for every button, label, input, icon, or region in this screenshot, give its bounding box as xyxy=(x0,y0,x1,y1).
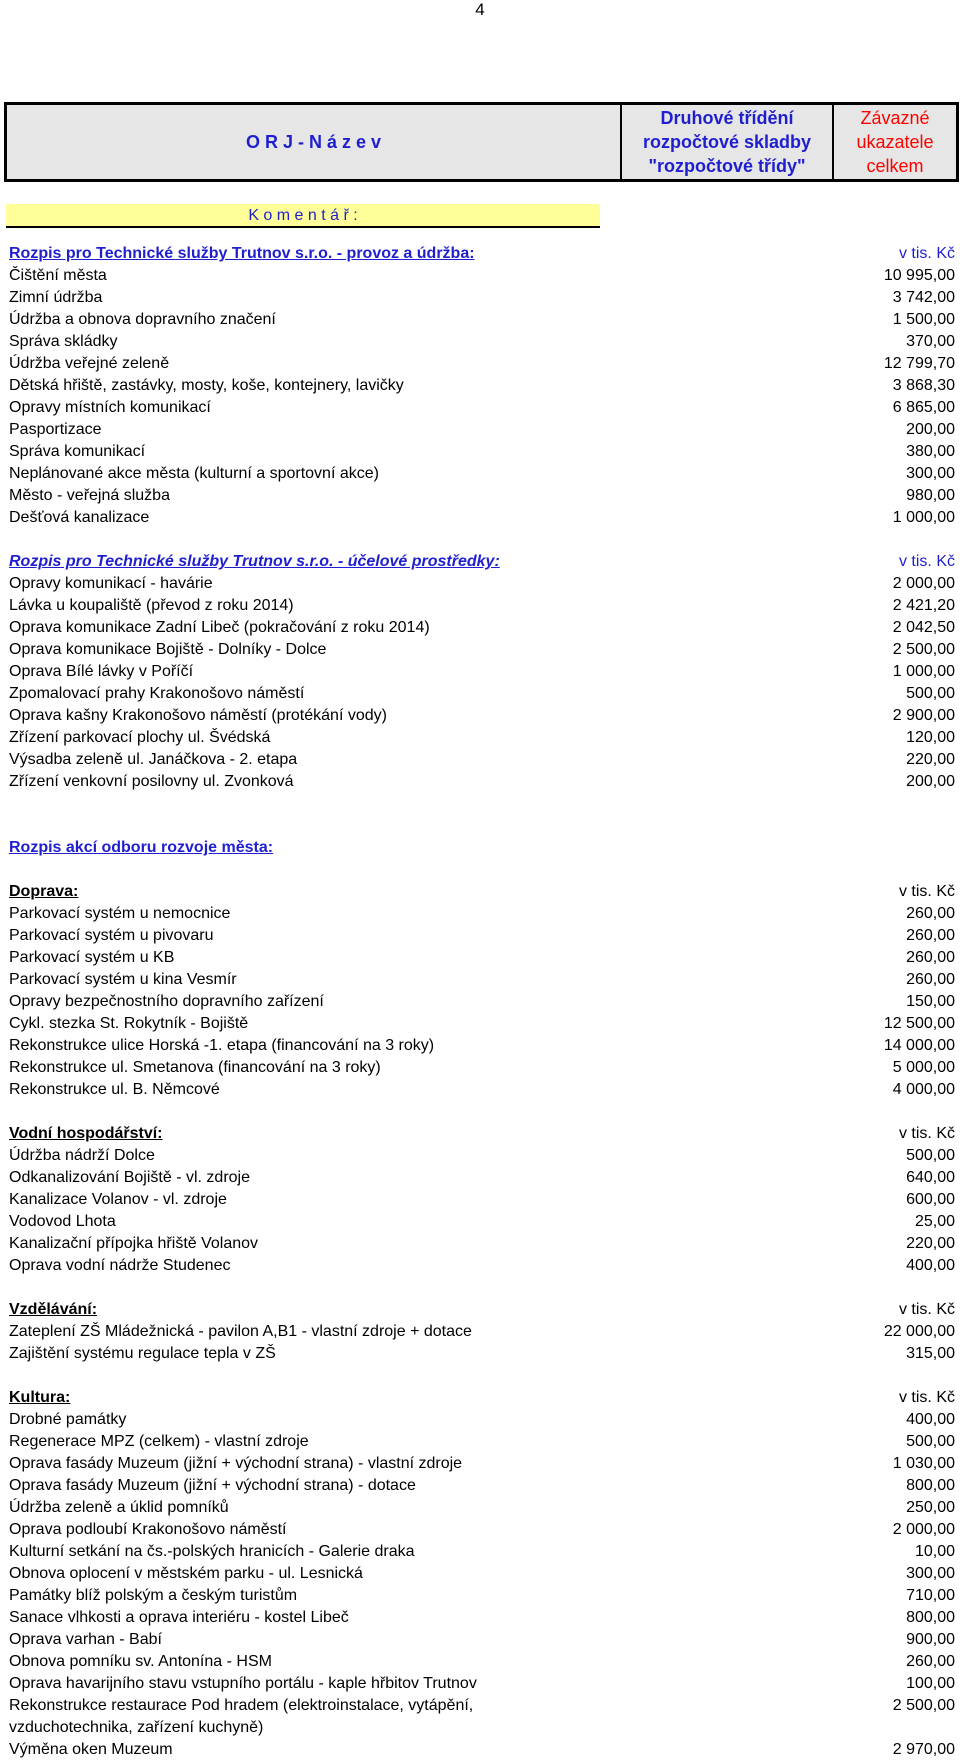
section-title: Rozpis pro Technické služby Trutnov s.r.o. - provoz a údržba: xyxy=(9,245,475,262)
list-item xyxy=(9,991,955,1013)
item-value: 400,00 xyxy=(906,1411,955,1428)
list-item xyxy=(9,1629,955,1651)
list-item xyxy=(9,397,955,419)
item-label: Výsadba zeleně ul. Janáčkova - 2. etapa xyxy=(9,751,298,768)
header-col3-line3: celkem xyxy=(866,156,924,176)
item-label: Zpomalovací prahy Krakonošovo náměstí xyxy=(9,685,305,702)
list-item xyxy=(9,617,955,639)
header-zavazne-ukazatele xyxy=(832,105,956,179)
list-item xyxy=(9,1409,955,1431)
item-label: Zajištění systému regulace tepla v ZŠ xyxy=(9,1345,276,1362)
item-value: 900,00 xyxy=(906,1631,955,1648)
item-label: Parkovací systém u pivovaru xyxy=(9,927,214,944)
list-item xyxy=(9,265,955,287)
list-item xyxy=(9,925,955,947)
item-value: 3 742,00 xyxy=(892,289,955,306)
item-value: 500,00 xyxy=(906,1433,955,1450)
item-value: 12 500,00 xyxy=(883,1015,955,1032)
item-value: 370,00 xyxy=(906,333,955,350)
list-item xyxy=(9,639,955,661)
list-item xyxy=(9,1739,955,1761)
list-item xyxy=(9,573,955,595)
unit-label: v tis. Kč xyxy=(898,553,955,570)
list-item xyxy=(9,1233,955,1255)
item-label: Rekonstrukce ul. B. Němcové xyxy=(9,1081,220,1098)
item-value: 710,00 xyxy=(906,1587,955,1604)
item-value: 3 868,30 xyxy=(892,377,955,394)
list-item xyxy=(9,1519,955,1541)
item-label: Kulturní setkání na čs.-polských hranicích - Galerie draka xyxy=(9,1543,415,1560)
doprava-list xyxy=(9,903,955,1101)
header-col3-line2: ukazatele xyxy=(856,132,934,152)
list-item xyxy=(9,727,955,749)
item-label: Oprava kašny Krakonošovo náměstí (protékání vody) xyxy=(9,707,387,724)
item-label: Památky blíž polským a českým turistům xyxy=(9,1587,298,1604)
item-value: 400,00 xyxy=(906,1257,955,1274)
item-value: 200,00 xyxy=(906,421,955,438)
item-label: Oprava fasády Muzeum (jižní + východní strana) - vlastní zdroje xyxy=(9,1455,463,1472)
item-value: 300,00 xyxy=(906,465,955,482)
item-label: Obnova oplocení v městském parku - ul. Lesnická xyxy=(9,1565,363,1582)
item-value: 220,00 xyxy=(906,1235,955,1252)
item-value: 22 000,00 xyxy=(883,1323,955,1340)
item-value: 2 500,00 xyxy=(892,1697,955,1714)
item-value: 14 000,00 xyxy=(883,1037,955,1054)
item-label: Sanace vlhkosti a oprava interiéru - kostel Libeč xyxy=(9,1609,349,1626)
list-item xyxy=(9,749,955,771)
list-item xyxy=(9,1167,955,1189)
item-label: Údržba veřejné zeleně xyxy=(9,355,170,372)
item-value: 1 000,00 xyxy=(892,509,955,526)
item-value: 600,00 xyxy=(906,1191,955,1208)
item-value: 640,00 xyxy=(906,1169,955,1186)
item-value: 2 900,00 xyxy=(892,707,955,724)
table-header xyxy=(4,102,959,182)
section-ts-ucelove-header xyxy=(9,551,955,573)
item-value: 800,00 xyxy=(906,1477,955,1494)
item-label: Opravy komunikací - havárie xyxy=(9,575,213,592)
item-label: Údržba nádrží Dolce xyxy=(9,1147,155,1164)
item-value: 12 799,70 xyxy=(883,355,955,372)
list-item xyxy=(9,331,955,353)
header-col3-line1: Závazné xyxy=(860,108,930,128)
item-value: 260,00 xyxy=(906,927,955,944)
item-label: Oprava fasády Muzeum (jižní + východní strana) - dotace xyxy=(9,1477,416,1494)
item-value: 2 000,00 xyxy=(892,1521,955,1538)
item-value: 120,00 xyxy=(906,729,955,746)
section-title: Vodní hospodářství: xyxy=(9,1125,163,1142)
list-item xyxy=(9,683,955,705)
list-item xyxy=(9,1563,955,1585)
item-label: Správa komunikací xyxy=(9,443,146,460)
item-label: Oprava havarijního stavu vstupního portálu - kaple hřbitov Trutnov xyxy=(9,1675,477,1692)
header-druhove-trideni xyxy=(620,105,832,179)
list-item xyxy=(9,1673,955,1695)
item-label: Cykl. stezka St. Rokytník - Bojiště xyxy=(9,1015,249,1032)
item-label: Obnova pomníku sv. Antonína - HSM xyxy=(9,1653,272,1670)
item-label: Parkovací systém u nemocnice xyxy=(9,905,231,922)
item-label: Čištění města xyxy=(9,267,107,284)
list-item xyxy=(9,353,955,375)
list-item xyxy=(9,1497,955,1519)
item-label: Správa skládky xyxy=(9,333,118,350)
list-item xyxy=(9,1607,955,1629)
header-col2-line3: "rozpočtové třídy" xyxy=(648,156,806,176)
list-item xyxy=(9,771,955,793)
item-label: Rekonstrukce restaurace Pod hradem (elektroinstalace, vytápění, vzduchotechnika, zařízení kuchyně) xyxy=(9,1697,474,1736)
list-item xyxy=(9,1079,955,1101)
item-value: 980,00 xyxy=(906,487,955,504)
item-value: 260,00 xyxy=(906,971,955,988)
item-value: 2 970,00 xyxy=(892,1741,955,1758)
item-value: 500,00 xyxy=(906,685,955,702)
komentar-label: K o m e n t á ř : xyxy=(6,204,600,228)
item-value: 2 500,00 xyxy=(892,641,955,658)
item-value: 250,00 xyxy=(906,1499,955,1516)
header-col2-line1: Druhové třídění xyxy=(660,108,794,128)
item-value: 2 000,00 xyxy=(892,575,955,592)
item-label: Údržba zeleně a úklid pomníků xyxy=(9,1499,229,1516)
item-value: 2 042,50 xyxy=(892,619,955,636)
item-value: 260,00 xyxy=(906,949,955,966)
vodni-list xyxy=(9,1145,955,1277)
item-label: Oprava komunikace Zadní Libeč (pokračování z roku 2014) xyxy=(9,619,430,636)
list-item xyxy=(9,1475,955,1497)
item-value: 6 865,00 xyxy=(892,399,955,416)
item-label: Drobné památky xyxy=(9,1411,127,1428)
list-item xyxy=(9,309,955,331)
item-value: 1 030,00 xyxy=(892,1455,955,1472)
list-item xyxy=(9,947,955,969)
item-value: 220,00 xyxy=(906,751,955,768)
list-item xyxy=(9,1145,955,1167)
item-label: Oprava Bílé lávky v Poříčí xyxy=(9,663,194,680)
item-label: Rekonstrukce ulice Horská -1. etapa (financování na 3 roky) xyxy=(9,1037,435,1054)
item-value: 500,00 xyxy=(906,1147,955,1164)
ts-provoz-list xyxy=(9,265,955,529)
list-item xyxy=(9,1013,955,1035)
list-item xyxy=(9,1695,955,1739)
list-item xyxy=(9,1057,955,1079)
unit-label: v tis. Kč xyxy=(898,1301,955,1318)
item-label: Oprava podloubí Krakonošovo náměstí xyxy=(9,1521,287,1538)
item-label: Opravy bezpečnostního dopravního zařízení xyxy=(9,993,324,1010)
item-label: Údržba a obnova dopravního značení xyxy=(9,311,276,328)
item-value: 800,00 xyxy=(906,1609,955,1626)
item-value: 380,00 xyxy=(906,443,955,460)
section-ts-provoz-header xyxy=(9,243,955,265)
item-label: Regenerace MPZ (celkem) - vlastní zdroje xyxy=(9,1433,309,1450)
list-item xyxy=(9,419,955,441)
item-label: Kanalizace Volanov - vl. zdroje xyxy=(9,1191,227,1208)
list-item xyxy=(9,485,955,507)
list-item xyxy=(9,1321,955,1343)
item-value: 150,00 xyxy=(906,993,955,1010)
list-item xyxy=(9,287,955,309)
list-item xyxy=(9,1585,955,1607)
item-value: 200,00 xyxy=(906,773,955,790)
section-title: Rozpis pro Technické služby Trutnov s.r.o. - účelové prostředky: xyxy=(9,553,500,570)
item-value: 300,00 xyxy=(906,1565,955,1582)
item-label: Kanalizační přípojka hřiště Volanov xyxy=(9,1235,259,1252)
list-item xyxy=(9,705,955,727)
unit-label: v tis. Kč xyxy=(898,245,955,262)
list-item xyxy=(9,969,955,991)
section-rozvoj-header xyxy=(9,837,955,859)
item-label: Rekonstrukce ul. Smetanova (financování na 3 roky) xyxy=(9,1059,381,1076)
list-item xyxy=(9,441,955,463)
section-title: Doprava: xyxy=(9,883,79,900)
item-label: Odkanalizování Bojiště - vl. zdroje xyxy=(9,1169,250,1186)
item-value: 10,00 xyxy=(914,1543,955,1560)
item-value: 2 421,20 xyxy=(892,597,955,614)
item-label: Zimní údržba xyxy=(9,289,103,306)
list-item xyxy=(9,1453,955,1475)
list-item xyxy=(9,595,955,617)
list-item xyxy=(9,1255,955,1277)
item-label: Zřízení parkovací plochy ul. Švédská xyxy=(9,729,271,746)
list-item xyxy=(9,1189,955,1211)
item-label: Zřízení venkovní posilovny ul. Zvonková xyxy=(9,773,294,790)
item-label: Výměna oken Muzeum xyxy=(9,1741,173,1758)
item-value: 1 500,00 xyxy=(892,311,955,328)
unit-label: v tis. Kč xyxy=(898,1125,955,1142)
item-value: 10 995,00 xyxy=(883,267,955,284)
item-value: 1 000,00 xyxy=(892,663,955,680)
unit-label: v tis. Kč xyxy=(898,1389,955,1406)
unit-label: v tis. Kč xyxy=(898,883,955,900)
list-item xyxy=(9,463,955,485)
list-item xyxy=(9,1035,955,1057)
item-label: Lávka u koupaliště (převod z roku 2014) xyxy=(9,597,294,614)
item-label: Pasportizace xyxy=(9,421,102,438)
section-vzdelavani-header xyxy=(9,1299,955,1321)
list-item xyxy=(9,375,955,397)
item-value: 260,00 xyxy=(906,905,955,922)
header-col2-line2: rozpočtové skladby xyxy=(642,132,812,152)
list-item xyxy=(9,1541,955,1563)
list-item xyxy=(9,661,955,683)
list-item xyxy=(9,1211,955,1233)
item-label: Oprava vodní nádrže Studenec xyxy=(9,1257,231,1274)
item-label: Město - veřejná služba xyxy=(9,487,170,504)
item-label: Opravy místních komunikací xyxy=(9,399,211,416)
section-title: Kultura: xyxy=(9,1389,71,1406)
section-vodni-header xyxy=(9,1123,955,1145)
item-value: 100,00 xyxy=(906,1675,955,1692)
ts-ucelove-list xyxy=(9,573,955,793)
section-title: Rozpis akcí odboru rozvoje města: xyxy=(9,839,274,856)
list-item xyxy=(9,1651,955,1673)
document-body xyxy=(9,243,955,1761)
item-label: Dětská hřiště, zastávky, mosty, koše, kontejnery, lavičky xyxy=(9,377,404,394)
header-orj-nazev: O R J - N á z e v xyxy=(245,131,382,152)
item-value: 5 000,00 xyxy=(892,1059,955,1076)
item-value: 4 000,00 xyxy=(892,1081,955,1098)
item-label: Zateplení ZŠ Mládežnická - pavilon A,B1 - vlastní zdroje + dotace xyxy=(9,1323,472,1340)
page-number: 4 xyxy=(475,0,485,19)
item-label: Parkovací systém u kina Vesmír xyxy=(9,971,237,988)
section-kultura-header xyxy=(9,1387,955,1409)
item-value: 25,00 xyxy=(914,1213,955,1230)
item-label: Oprava komunikace Bojiště - Dolníky - Dolce xyxy=(9,641,327,658)
item-label: Parkovací systém u KB xyxy=(9,949,175,966)
vzdelavani-list xyxy=(9,1321,955,1365)
list-item xyxy=(9,903,955,925)
list-item xyxy=(9,1343,955,1365)
section-title: Vzdělávání: xyxy=(9,1301,98,1318)
list-item xyxy=(9,507,955,529)
list-item xyxy=(9,1431,955,1453)
item-label: Vodovod Lhota xyxy=(9,1213,116,1230)
item-label: Oprava varhan - Babí xyxy=(9,1631,162,1648)
section-doprava-header xyxy=(9,881,955,903)
item-value: 260,00 xyxy=(906,1653,955,1670)
item-label: Dešťová kanalizace xyxy=(9,509,150,526)
item-label: Neplánované akce města (kulturní a sportovní akce) xyxy=(9,465,379,482)
item-value: 315,00 xyxy=(906,1345,955,1362)
kultura-list xyxy=(9,1409,955,1695)
